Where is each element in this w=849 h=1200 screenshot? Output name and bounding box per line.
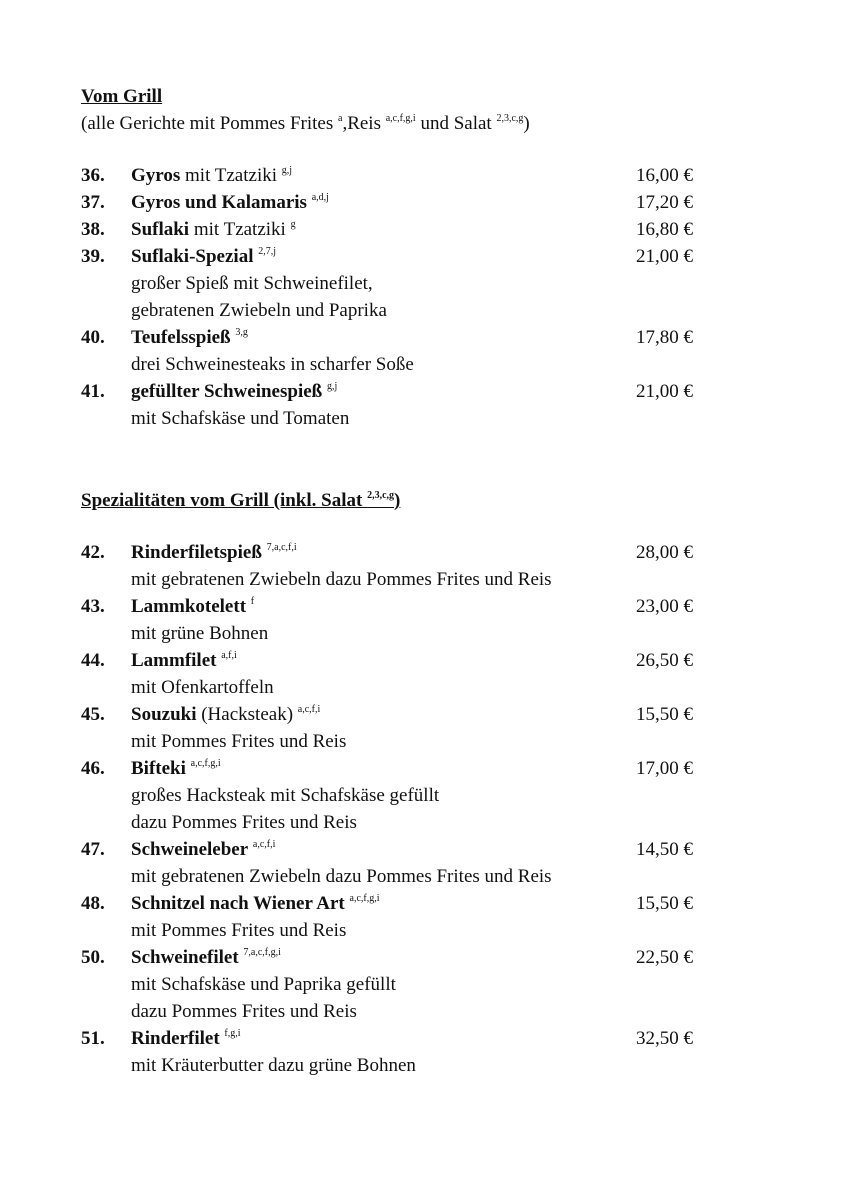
allergen-note: f,g,i xyxy=(224,1028,241,1039)
section-heading-text: Vom Grill xyxy=(81,86,163,107)
item-price: 15,50 € xyxy=(636,893,693,914)
item-name: Teufelsspieß xyxy=(131,327,231,348)
item-name: Schweinefilet xyxy=(131,947,239,968)
allergen-note: 3,g xyxy=(235,327,248,338)
allergen-note: a,c,f,g,i xyxy=(349,893,380,904)
item-name: Rinderfiletspieß xyxy=(131,542,262,563)
item-description: drei Schweinesteaks in scharfer Soße xyxy=(131,354,414,375)
item-number: 39. xyxy=(81,246,105,267)
item-price: 26,50 € xyxy=(636,650,693,671)
menu-item-title xyxy=(131,650,237,672)
item-description: mit Ofenkartoffeln xyxy=(131,677,274,698)
allergen-note: g,j xyxy=(281,165,293,176)
item-description: mit Schafskäse und Paprika gefüllt xyxy=(131,974,396,995)
item-description: großes Hacksteak mit Schafskäse gefüllt xyxy=(131,785,440,806)
item-description: mit Pommes Frites und Reis xyxy=(131,920,347,941)
menu-item-title xyxy=(131,839,275,861)
item-description: mit grüne Bohnen xyxy=(131,623,269,644)
item-extra: (Hacksteak) xyxy=(196,704,298,725)
item-number: 43. xyxy=(81,596,105,617)
allergen-note: 2,3,c,g xyxy=(496,113,524,124)
subheading-text: (alle Gerichte mit Pommes Frites xyxy=(81,113,338,134)
item-name: gefüllter Schweinespieß xyxy=(131,381,323,402)
item-price: 17,20 € xyxy=(636,192,693,213)
item-description: mit Schafskäse und Tomaten xyxy=(131,408,350,429)
menu-item-title xyxy=(131,758,221,780)
menu-item-title xyxy=(131,596,254,618)
menu-item-title xyxy=(131,542,297,564)
item-name: Bifteki xyxy=(131,758,186,779)
allergen-note: 2,3,c,g xyxy=(367,490,395,501)
item-number: 48. xyxy=(81,893,105,914)
allergen-note: f xyxy=(250,596,255,607)
menu-item-title xyxy=(131,704,320,726)
item-description: mit gebratenen Zwiebeln dazu Pommes Frites und Reis xyxy=(131,569,552,590)
section-heading-vom-grill xyxy=(81,86,162,108)
item-name: Suflaki xyxy=(131,219,190,240)
item-name: Lammkotelett xyxy=(131,596,247,617)
item-description: dazu Pommes Frites und Reis xyxy=(131,1001,357,1022)
item-name: Schnitzel nach Wiener Art xyxy=(131,893,345,914)
item-number: 50. xyxy=(81,947,105,968)
allergen-note: a,d,j xyxy=(311,192,329,203)
item-description: gebratenen Zwiebeln und Paprika xyxy=(131,300,387,321)
allergen-note: g xyxy=(290,219,296,230)
item-price: 14,50 € xyxy=(636,839,693,860)
item-name: Gyros xyxy=(131,165,181,186)
item-description: großer Spieß mit Schweinefilet, xyxy=(131,273,373,294)
item-name: Gyros und Kalamaris xyxy=(131,192,307,213)
allergen-note: a,c,f,g,i xyxy=(385,113,416,124)
item-price: 17,00 € xyxy=(636,758,693,779)
item-price: 28,00 € xyxy=(636,542,693,563)
allergen-note: 2,7,j xyxy=(258,246,277,257)
menu-item-title xyxy=(131,327,248,349)
item-name: Schweineleber xyxy=(131,839,249,860)
item-number: 47. xyxy=(81,839,105,860)
section-heading-spezialitaeten xyxy=(81,490,400,512)
item-price: 23,00 € xyxy=(636,596,693,617)
item-price: 16,00 € xyxy=(636,165,693,186)
item-number: 51. xyxy=(81,1028,105,1049)
item-extra: mit Tzatziki xyxy=(180,165,282,186)
item-description: mit Kräuterbutter dazu grüne Bohnen xyxy=(131,1055,416,1076)
allergen-note: g,j xyxy=(326,381,338,392)
allergen-note: 7,a,c,f,i xyxy=(266,542,297,553)
menu-item-title xyxy=(131,381,337,403)
item-extra: mit Tzatziki xyxy=(189,219,291,240)
item-name: Souzuki xyxy=(131,704,197,725)
item-price: 21,00 € xyxy=(636,246,693,267)
item-price: 16,80 € xyxy=(636,219,693,240)
item-number: 45. xyxy=(81,704,105,725)
menu-item-title xyxy=(131,165,292,187)
menu-item-title xyxy=(131,192,329,214)
subheading-text: ) xyxy=(523,113,530,134)
menu-item-title xyxy=(131,246,276,268)
section-heading-text: ) xyxy=(394,490,401,511)
item-description: mit gebratenen Zwiebeln dazu Pommes Frites und Reis xyxy=(131,866,552,887)
allergen-note: a,f,i xyxy=(221,650,237,661)
subheading-text: und Salat xyxy=(415,113,497,134)
menu-item-title xyxy=(131,1028,241,1050)
subheading-text: ,Reis xyxy=(342,113,386,134)
item-price: 21,00 € xyxy=(636,381,693,402)
item-number: 36. xyxy=(81,165,105,186)
item-number: 42. xyxy=(81,542,105,563)
item-price: 15,50 € xyxy=(636,704,693,725)
item-name: Suflaki-Spezial xyxy=(131,246,254,267)
menu-item-title xyxy=(131,893,380,915)
item-price: 32,50 € xyxy=(636,1028,693,1049)
item-number: 41. xyxy=(81,381,105,402)
item-description: mit Pommes Frites und Reis xyxy=(131,731,347,752)
item-number: 37. xyxy=(81,192,105,213)
allergen-note: a,c,f,i xyxy=(252,839,276,850)
item-number: 44. xyxy=(81,650,105,671)
item-price: 22,50 € xyxy=(636,947,693,968)
menu-item-title xyxy=(131,219,296,241)
section-subheading xyxy=(81,113,530,135)
item-name: Rinderfilet xyxy=(131,1028,220,1049)
allergen-note: a,c,f,i xyxy=(297,704,321,715)
item-number: 46. xyxy=(81,758,105,779)
allergen-note: 7,a,c,f,g,i xyxy=(243,947,281,958)
allergen-note: a xyxy=(337,113,343,124)
item-price: 17,80 € xyxy=(636,327,693,348)
allergen-note: a,c,f,g,i xyxy=(190,758,221,769)
item-number: 40. xyxy=(81,327,105,348)
section-heading-text: Spezialitäten vom Grill (inkl. Salat xyxy=(81,490,368,511)
menu-item-title xyxy=(131,947,281,969)
item-name: Lammfilet xyxy=(131,650,217,671)
item-description: dazu Pommes Frites und Reis xyxy=(131,812,357,833)
item-number: 38. xyxy=(81,219,105,240)
